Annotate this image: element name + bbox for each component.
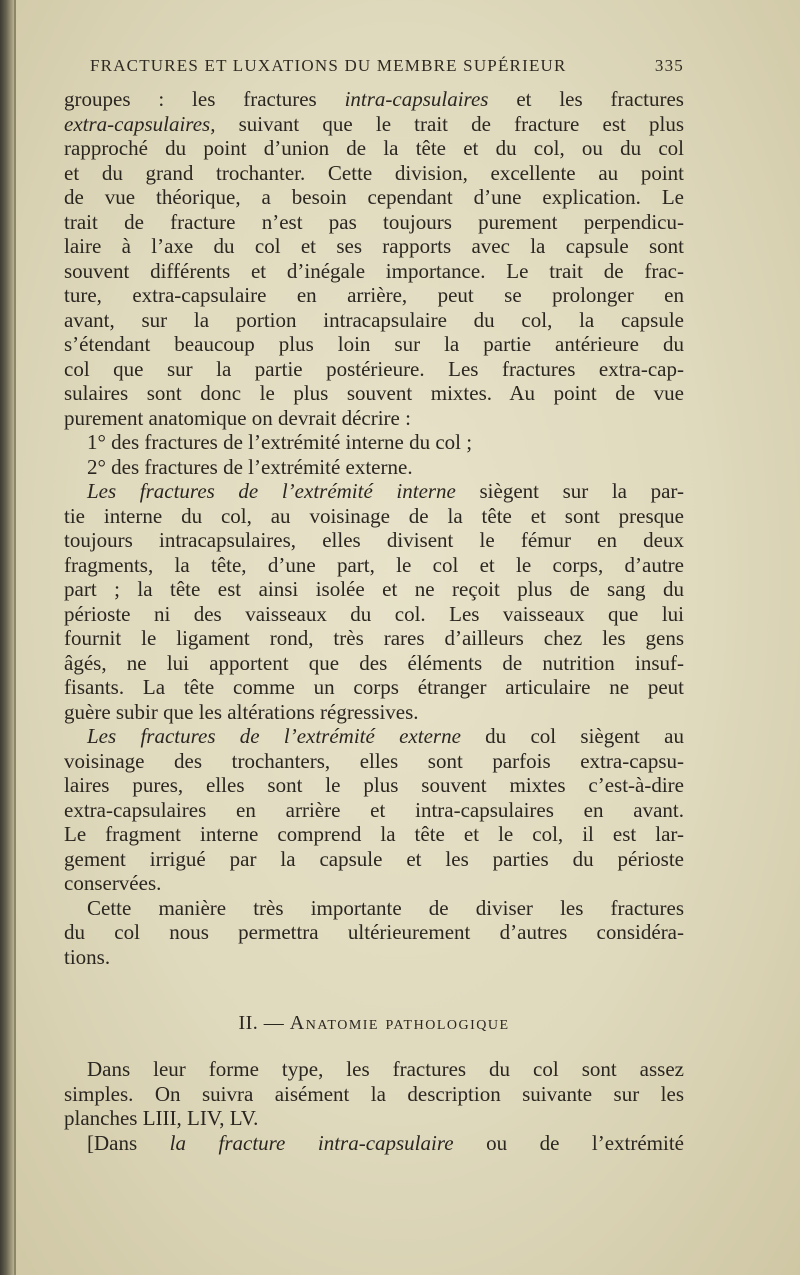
text-run: fragments, la tête, d’une part, le col et le corps, d’autre: [64, 552, 684, 577]
text-line: [64, 749, 684, 774]
text-run: gement irrigué par la capsule et les parties du périoste: [64, 846, 684, 871]
text-run: avant, sur la portion intracapsulaire du col, la capsule: [64, 307, 684, 332]
text-line: [64, 308, 684, 333]
text-run: âgés, ne lui apportent que des éléments de nutrition insuf-: [64, 650, 684, 675]
text-run: s’étendant beaucoup plus loin sur la partie antérieure du: [64, 332, 684, 356]
text-line: [64, 847, 684, 872]
text-run: toujours intracapsulaires, elles divisent le fémur en deux: [64, 528, 684, 552]
section-dash: —: [263, 1012, 285, 1034]
text-line: [64, 798, 684, 823]
text-run: souvent différents et d’inégale importance. Le trait de frac-: [64, 258, 684, 283]
text-line: [64, 822, 684, 847]
text-run: du col siègent au: [460, 724, 684, 748]
text-run: et du grand trochanter. Cette division, excellente au point: [64, 160, 684, 185]
text-run: périoste ni des vaisseaux du col. Les vaisseaux que lui: [64, 601, 684, 626]
text-run: [Dans: [87, 1130, 170, 1155]
text-run: 2° des fractures de l’extrémité externe.: [87, 454, 413, 479]
text-line: [64, 357, 684, 382]
text-line: [64, 528, 684, 553]
text-run: de vue théorique, a besoin cependant d’une explication. Le: [64, 185, 684, 209]
text-run: siègent sur la par-: [455, 479, 684, 503]
text-line: [64, 87, 684, 112]
text-run: voisinage des trochanters, elles sont parfois extra-capsu-: [64, 748, 684, 773]
text-line: [64, 112, 684, 137]
text-run: Dans leur forme type, les fractures du col sont assez: [87, 1057, 684, 1081]
text-line: [64, 553, 684, 578]
text-run: laire à l’axe du col et ses rapports avec la capsule sont: [64, 234, 684, 258]
body-text-continued: [64, 1057, 684, 1155]
text-run: suivant que le trait de fracture est plus: [215, 111, 684, 136]
text-line: [64, 1057, 684, 1082]
text-line: [64, 406, 684, 431]
section-title: Anatomie pathologique: [289, 1012, 510, 1034]
text-run: col que sur la partie postérieure. Les fractures extra-cap-: [64, 356, 684, 381]
text-line: [64, 381, 684, 406]
text-run: sulaires sont donc le plus souvent mixtes. Au point de vue: [64, 381, 684, 405]
text-line: [64, 896, 684, 921]
text-run: conservées.: [64, 871, 162, 895]
text-run: guère subir que les altérations régressives.: [64, 699, 419, 724]
text-run: rapproché du point d’union de la tête et du col, ou du col: [64, 136, 684, 160]
text-run: Cette manière très importante de diviser les fractures: [87, 895, 684, 920]
text-line: [64, 332, 684, 357]
section-number: II.: [238, 1012, 259, 1034]
text-run: ou de l’extrémité: [453, 1130, 685, 1155]
italic-text: Les fractures de l’extrémité externe: [87, 724, 461, 748]
text-line: [64, 430, 684, 455]
text-run: du col nous permettra ultérieurement d’autres considéra-: [64, 920, 684, 944]
running-header: [90, 56, 684, 80]
text-line: [64, 700, 684, 725]
page-number: 335: [654, 56, 684, 75]
text-line: [64, 185, 684, 210]
text-run: tions.: [64, 944, 111, 969]
text-line: [64, 479, 684, 504]
text-line: [64, 1106, 684, 1131]
text-run: part ; la tête est ainsi isolée et ne reçoit plus de sang du: [64, 577, 684, 601]
italic-text: Les fractures de l’extrémité interne: [87, 479, 456, 503]
italic-text: la fracture intra-capsulaire: [169, 1130, 454, 1155]
text-line: [64, 577, 684, 602]
text-line: [64, 724, 684, 749]
text-line: [64, 259, 684, 284]
book-spine-shadow: [0, 0, 14, 1275]
running-title: FRACTURES ET LUXATIONS DU MEMBRE SUPÉRIEUR: [90, 56, 567, 75]
text-run: extra-capsulaires en arrière et intra-capsulaires en avant.: [64, 797, 684, 822]
text-run: planches LIII, LIV, LV.: [64, 1106, 259, 1130]
text-line: [64, 210, 684, 235]
text-run: fisants. La tête comme un corps étranger articulaire ne peut: [64, 675, 684, 699]
text-run: trait de fracture n’est pas toujours purement perpendicu-: [64, 209, 684, 234]
text-run: Le fragment interne comprend la tête et le col, il est lar-: [64, 822, 684, 846]
italic-text: intra-capsulaires: [344, 87, 489, 111]
text-line: [64, 1082, 684, 1107]
text-line: [64, 871, 684, 896]
text-run: purement anatomique on devrait décrire :: [64, 405, 411, 430]
section-heading: [64, 1012, 684, 1035]
text-line: [64, 283, 684, 308]
text-run: groupes : les fractures: [64, 87, 345, 111]
text-line: [64, 626, 684, 651]
text-line: [64, 234, 684, 259]
text-run: fournit le ligament rond, très rares d’ailleurs chez les gens: [64, 626, 684, 650]
text-line: [64, 136, 684, 161]
body-text: [64, 87, 684, 969]
text-line: [64, 1131, 684, 1156]
text-run: et les fractures: [488, 87, 684, 111]
page-gutter-edge: [14, 0, 16, 1275]
text-run: laires pures, elles sont le plus souvent mixtes c’est-à-dire: [64, 773, 684, 797]
text-run: ture, extra-capsulaire en arrière, peut se prolonger en: [64, 283, 684, 307]
text-run: tie interne du col, au voisinage de la tête et sont presque: [64, 503, 684, 528]
text-line: [64, 651, 684, 676]
text-line: [64, 504, 684, 529]
text-line: [64, 675, 684, 700]
text-line: [64, 455, 684, 480]
text-line: [64, 920, 684, 945]
text-line: [64, 773, 684, 798]
italic-text: extra-capsulaires,: [64, 111, 216, 136]
text-line: [64, 161, 684, 186]
text-line: [64, 945, 684, 970]
text-line: [64, 602, 684, 627]
text-run: 1° des fractures de l’extrémité interne du col ;: [87, 430, 473, 454]
text-run: simples. On suivra aisément la description suivante sur les: [64, 1081, 684, 1106]
